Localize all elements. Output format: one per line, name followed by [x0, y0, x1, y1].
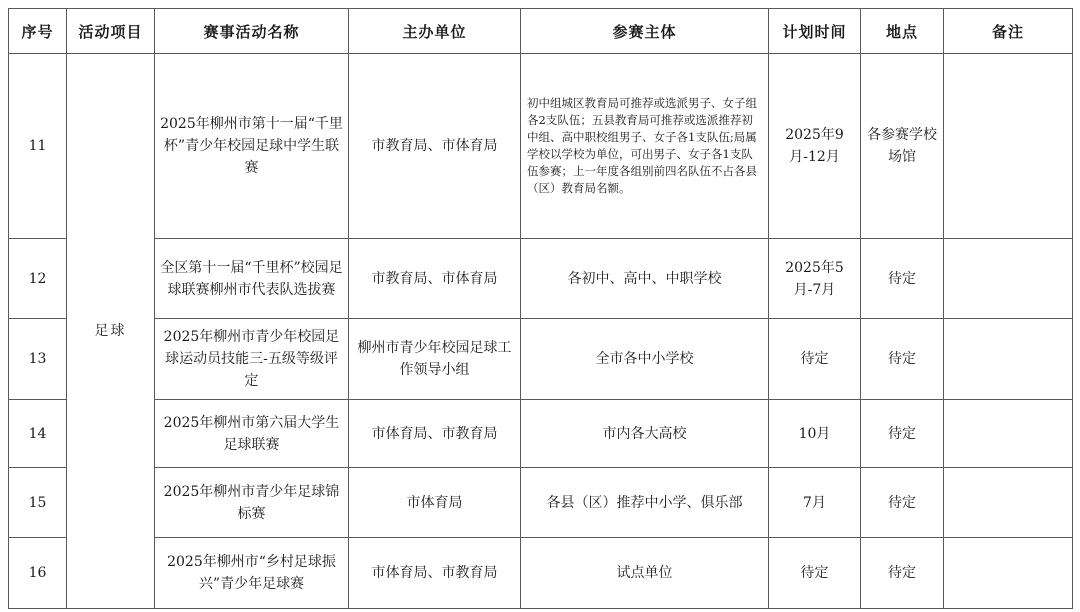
- cell-location: 待定: [861, 538, 944, 609]
- cell-remarks: [944, 400, 1073, 468]
- cell-event-name: 2025年柳州市“乡村足球振兴”青少年足球赛: [155, 538, 349, 609]
- cell-planned-time: 10月: [769, 400, 861, 468]
- cell-participants: 初中组城区教育局可推荐或选派男子、女子组各2支队伍；五县教育局可推荐或选派推荐初中组、高中职校组男子、女子各1支队伍;局属学校以学校为单位，可出男子、女子各1支队伍参赛；上一年度各组别前四名队伍不占各县（区）教育局名额。: [521, 54, 769, 239]
- cell-event-name: 2025年柳州市青少年校园足球运动员技能三-五级等级评定: [155, 319, 349, 400]
- cell-index: 11: [9, 54, 67, 239]
- header-participants: 参赛主体: [521, 9, 769, 54]
- table-row: [9, 400, 1073, 468]
- header-event-name: 赛事活动名称: [155, 9, 349, 54]
- cell-participants: 市内各大高校: [521, 400, 769, 468]
- cell-organizer: 市体育局: [349, 468, 521, 538]
- cell-event-name: 2025年柳州市青少年足球锦标赛: [155, 468, 349, 538]
- table-row: [9, 468, 1073, 538]
- cell-location: 待定: [861, 239, 944, 319]
- header-remarks: 备注: [944, 9, 1073, 54]
- cell-participants: 各初中、高中、中职学校: [521, 239, 769, 319]
- header-sport: 活动项目: [67, 9, 155, 54]
- cell-remarks: [944, 239, 1073, 319]
- cell-organizer: 市教育局、市体育局: [349, 239, 521, 319]
- cell-location: 各参赛学校场馆: [861, 54, 944, 239]
- cell-index: 14: [9, 400, 67, 468]
- table-header-row: [9, 9, 1073, 54]
- cell-planned-time: 待定: [769, 538, 861, 609]
- cell-organizer: 市教育局、市体育局: [349, 54, 521, 239]
- cell-event-name: 2025年柳州市第六届大学生足球联赛: [155, 400, 349, 468]
- event-schedule-table: [8, 8, 1073, 609]
- cell-event-name: 2025年柳州市第十一届“千里杯”青少年校园足球中学生联赛: [155, 54, 349, 239]
- cell-planned-time: 2025年9月-12月: [769, 54, 861, 239]
- cell-planned-time: 待定: [769, 319, 861, 400]
- cell-event-name: 全区第十一届“千里杯”校园足球联赛柳州市代表队选拔赛: [155, 239, 349, 319]
- cell-organizer: 柳州市青少年校园足球工作领导小组: [349, 319, 521, 400]
- cell-index: 15: [9, 468, 67, 538]
- table-row: [9, 538, 1073, 609]
- cell-participants: 各县（区）推荐中小学、俱乐部: [521, 468, 769, 538]
- schedule-table-wrapper: [8, 8, 1073, 609]
- cell-organizer: 市体育局、市教育局: [349, 400, 521, 468]
- cell-index: 12: [9, 239, 67, 319]
- cell-sport: 足球: [67, 54, 155, 609]
- header-organizer: 主办单位: [349, 9, 521, 54]
- cell-remarks: [944, 319, 1073, 400]
- header-location: 地点: [861, 9, 944, 54]
- cell-location: 待定: [861, 468, 944, 538]
- cell-participants: 试点单位: [521, 538, 769, 609]
- cell-planned-time: 2025年5月-7月: [769, 239, 861, 319]
- cell-planned-time: 7月: [769, 468, 861, 538]
- table-row: [9, 319, 1073, 400]
- cell-location: 待定: [861, 400, 944, 468]
- cell-participants: 全市各中小学校: [521, 319, 769, 400]
- cell-organizer: 市体育局、市教育局: [349, 538, 521, 609]
- table-row: [9, 54, 1073, 239]
- cell-index: 16: [9, 538, 67, 609]
- cell-index: 13: [9, 319, 67, 400]
- cell-remarks: [944, 468, 1073, 538]
- cell-remarks: [944, 538, 1073, 609]
- header-planned-time: 计划时间: [769, 9, 861, 54]
- table-row: [9, 239, 1073, 319]
- cell-remarks: [944, 54, 1073, 239]
- header-index: 序号: [9, 9, 67, 54]
- cell-location: 待定: [861, 319, 944, 400]
